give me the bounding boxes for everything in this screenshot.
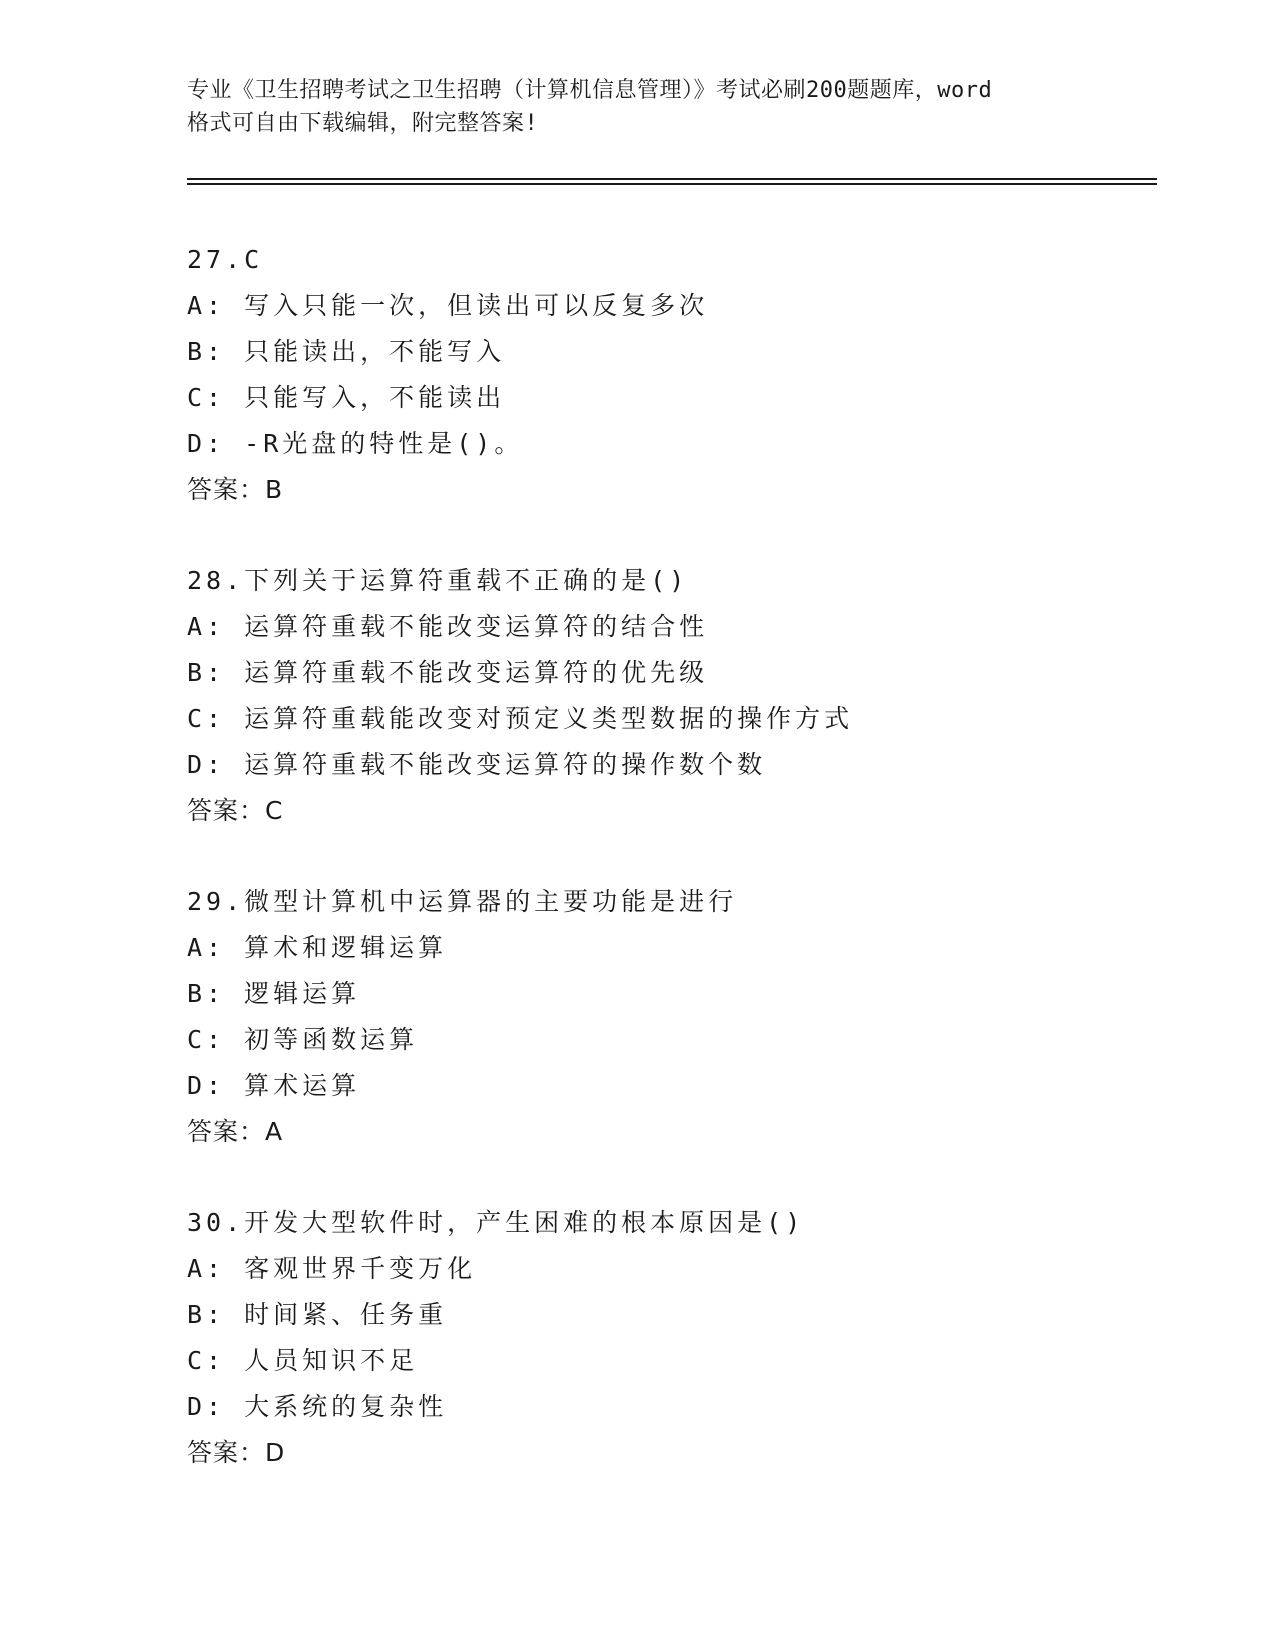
header-divider-bottom (187, 183, 1157, 185)
question-29 (187, 879, 1157, 1155)
question-title: 27.C (187, 245, 264, 274)
document-header (187, 74, 1087, 140)
option-b: B: 逻辑运算 (187, 979, 361, 1008)
option-d: D: 大系统的复杂性 (187, 1392, 448, 1421)
option-b: B: 时间紧、任务重 (187, 1300, 448, 1329)
option-a: A: 算术和逻辑运算 (187, 933, 448, 962)
question-30 (187, 1200, 1157, 1476)
header-line-2: 格式可自由下载编辑，附完整答案! (187, 111, 539, 136)
option-a: A: 客观世界千变万化 (187, 1254, 477, 1283)
question-title: 30.开发大型软件时，产生困难的根本原因是() (187, 1208, 805, 1237)
answer-label: 答案：B (187, 475, 284, 504)
option-c: C: 人员知识不足 (187, 1346, 419, 1375)
header-line-1: 专业《卫生招聘考试之卫生招聘（计算机信息管理）》考试必刷200题题库，word (187, 78, 993, 103)
option-b: B: 运算符重载不能改变运算符的优先级 (187, 658, 709, 687)
answer-label: 答案：A (187, 1117, 284, 1146)
option-d: D: -R光盘的特性是()。 (187, 429, 524, 458)
option-b: B: 只能读出，不能写入 (187, 337, 506, 366)
option-c: C: 只能写入，不能读出 (187, 383, 506, 412)
header-divider-top (187, 178, 1157, 180)
answer-label: 答案：D (187, 1438, 286, 1467)
question-title: 28.下列关于运算符重载不正确的是() (187, 566, 689, 595)
option-c: C: 运算符重载能改变对预定义类型数据的操作方式 (187, 704, 854, 733)
option-d: D: 算术运算 (187, 1071, 361, 1100)
question-27 (187, 237, 1157, 513)
option-a: A: 运算符重载不能改变运算符的结合性 (187, 612, 709, 641)
option-c: C: 初等函数运算 (187, 1025, 419, 1054)
question-title: 29.微型计算机中运算器的主要功能是进行 (187, 887, 738, 916)
question-list (187, 237, 1157, 1521)
answer-label: 答案：C (187, 796, 284, 825)
question-28 (187, 558, 1157, 834)
option-a: A: 写入只能一次，但读出可以反复多次 (187, 291, 709, 320)
option-d: D: 运算符重载不能改变运算符的操作数个数 (187, 750, 767, 779)
